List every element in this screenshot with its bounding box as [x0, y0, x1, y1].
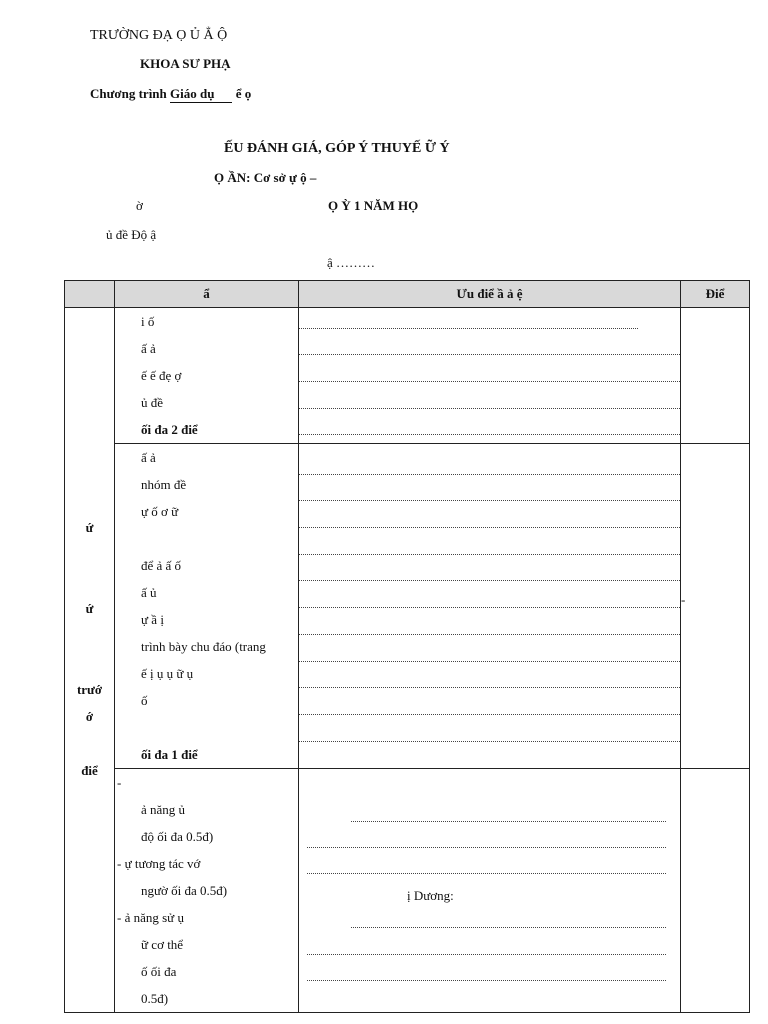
header-group [65, 281, 115, 308]
header-comments: Ưu điể ầ ả ệ [299, 281, 681, 308]
criteria-line: ả năng ủ [141, 802, 186, 817]
document-title: ẾU ĐÁNH GIÁ, GÓP Ý THUYẾ Ữ Ý [224, 141, 450, 156]
program-name [90, 86, 251, 102]
criteria-line: để ả ấ ố [141, 558, 182, 573]
dotted-line [299, 534, 680, 561]
criteria-line [115, 525, 298, 552]
group-label-line: ứ [85, 601, 94, 616]
criteria-line: ữ cơ thể [141, 937, 184, 952]
group-label-line [65, 568, 114, 595]
dotted-line [299, 308, 638, 335]
score-cell[interactable] [681, 444, 750, 769]
university-name: TRƯỜNG ĐẠ Ọ Ủ Ẳ Ộ [90, 28, 228, 43]
group-label-line [65, 622, 114, 649]
dotted-line [299, 694, 680, 721]
dotted-line [299, 454, 680, 481]
criteria-line: ế ế đẹ ợ [141, 368, 182, 383]
criteria-line: - ả năng sử ụ [117, 910, 184, 925]
group-label-line: điể [81, 763, 98, 778]
comment-dotted-lines [307, 934, 666, 987]
dotted-line [299, 614, 680, 641]
criteria-line: ự ầ ị [141, 612, 164, 627]
semester-line: Ọ Ỳ 1 NĂM HỌ [328, 198, 419, 213]
dotted-line [307, 827, 666, 854]
topic-line: ủ đề Độ ậ [106, 227, 157, 242]
criteria-line: nhóm đề [141, 477, 187, 492]
score-value: - [681, 592, 686, 607]
group-label-line [65, 541, 114, 568]
group-label [65, 308, 114, 784]
criteria-line: ấ ả [141, 341, 156, 356]
comment-dotted-lines [351, 801, 666, 828]
dotted-line [299, 388, 680, 415]
criteria-line: ố [141, 693, 148, 708]
program-suffix: ể ọ [232, 86, 252, 101]
dotted-line [299, 641, 680, 668]
score-cell[interactable] [681, 769, 750, 1013]
group-label-line: ứ [85, 520, 94, 535]
criteria-line: ối đa 1 điể [141, 747, 198, 762]
dotted-line [299, 587, 680, 614]
dotted-line [299, 561, 680, 588]
reviewer-note: ị Dương: [407, 888, 454, 903]
dotted-line [351, 907, 666, 934]
criteria-line: ự ố ơ ữ [141, 504, 179, 519]
criteria-line: - ự tương tác vớ [117, 856, 201, 871]
group-label-line [65, 649, 114, 676]
program-prefix: Chương trình [90, 86, 171, 101]
criteria-line: - [117, 775, 122, 790]
dotted-line [299, 668, 680, 695]
comment-cell[interactable] [299, 444, 681, 769]
comment-cell[interactable] [299, 769, 681, 1013]
criteria-line: ngườ ối đa 0.5đ) [141, 883, 228, 898]
criteria-cell [115, 308, 299, 444]
comment-dotted-lines [351, 907, 666, 934]
criteria-line: độ ối đa 0.5đ) [141, 829, 214, 844]
header-score: Điể [681, 281, 750, 308]
table-row [65, 444, 750, 769]
program-underlined: Giáo dụ [170, 86, 232, 103]
criteria-line: ủ đề [141, 395, 164, 410]
group-label-cell [65, 308, 115, 1013]
group-label-line: ớ [85, 709, 94, 724]
score-cell[interactable] [681, 308, 750, 444]
criteria-line: ấ ủ [141, 585, 157, 600]
table-row [65, 308, 750, 444]
course-line: Ọ ẦN: Cơ sở ự ộ – [214, 170, 317, 185]
dotted-line [299, 481, 680, 508]
criteria-line: i ố [141, 314, 155, 329]
dotted-line [299, 415, 680, 442]
dotted-line [307, 854, 666, 881]
dotted-line [299, 721, 680, 748]
criteria-line: ấ ả [141, 450, 156, 465]
dotted-line [299, 507, 680, 534]
dotted-line [307, 961, 666, 988]
criteria-line [115, 714, 298, 741]
subtitle-line: ậ ……… [327, 255, 376, 270]
class-label: ờ [136, 198, 143, 213]
comment-dotted-lines [307, 827, 666, 880]
faculty-name: KHOA SƯ PHẠ [140, 56, 231, 71]
criteria-line: ế ị ụ ụ ữ ụ [141, 666, 194, 681]
evaluation-table [64, 280, 750, 1013]
criteria-line: 0.5đ) [141, 991, 169, 1006]
comment-cell[interactable] [299, 308, 681, 444]
criteria-line: ố ối đa [141, 964, 177, 979]
header-criteria: ẩ [115, 281, 299, 308]
table-row [65, 769, 750, 1013]
dotted-line [307, 934, 666, 961]
dotted-line [351, 801, 666, 828]
group-label-line: trướ [76, 682, 103, 697]
group-label-line [65, 730, 114, 757]
criteria-line: trình bày chu đáo (trang [141, 639, 266, 654]
table-header-row [65, 281, 750, 308]
criteria-line: ối đa 2 điể [141, 422, 198, 437]
dotted-line [299, 335, 680, 362]
criteria-cell [115, 444, 299, 769]
criteria-cell [115, 769, 299, 1013]
dotted-line [299, 361, 680, 388]
